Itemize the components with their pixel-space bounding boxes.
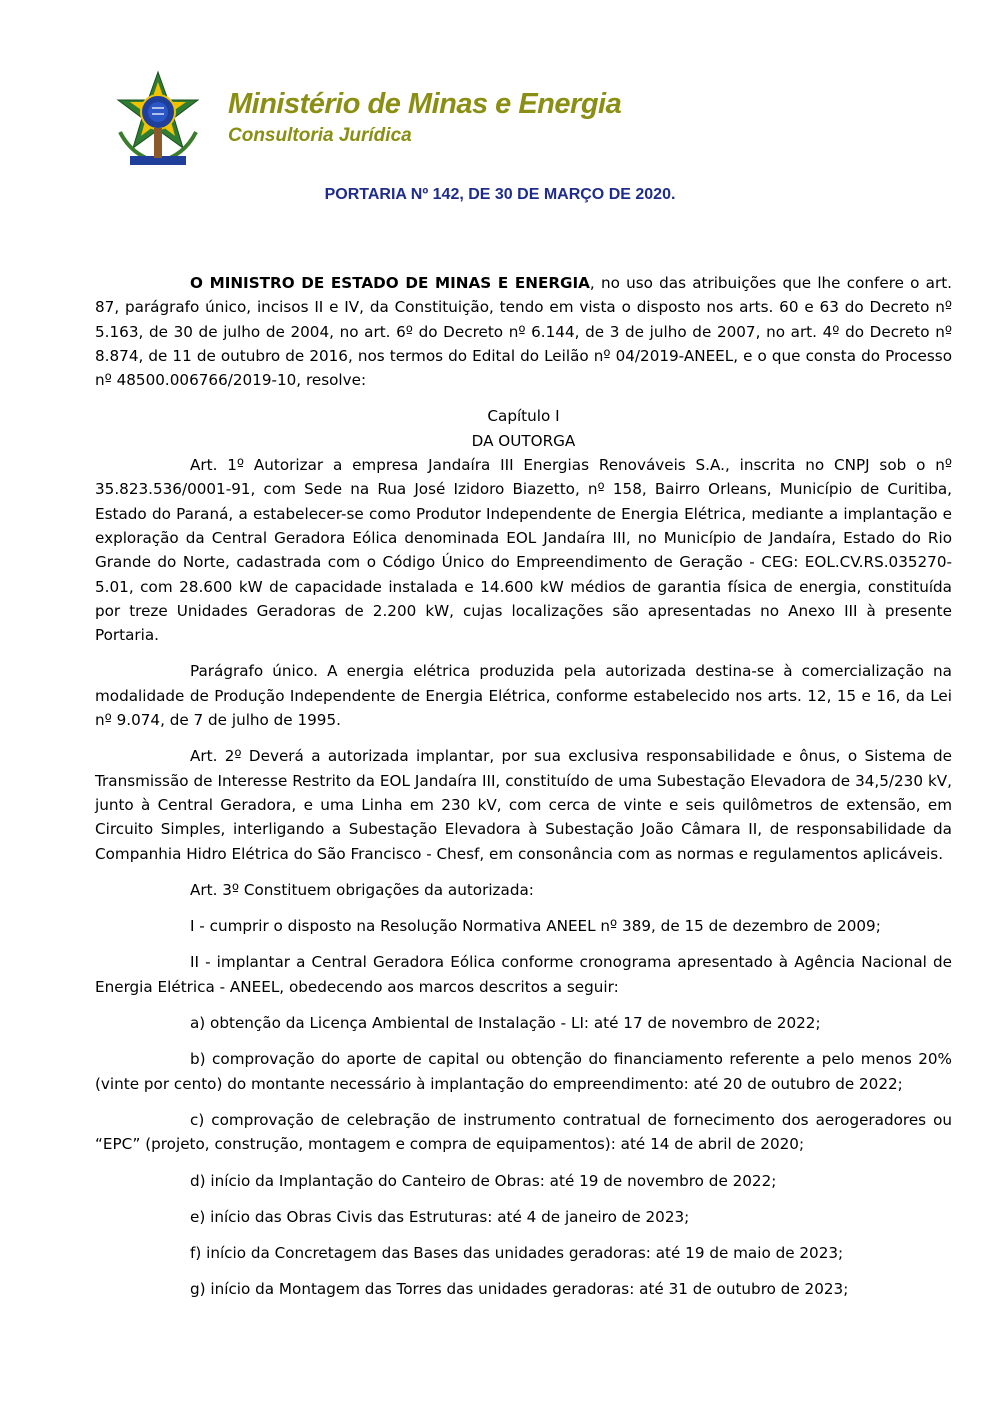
alinea-f: f) início da Concretagem das Bases das unidades geradoras: até 19 de maio de 2023; bbox=[190, 1244, 844, 1263]
alinea-d: d) início da Implantação do Canteiro de Obras: até 19 de novembro de 2022; bbox=[190, 1171, 777, 1190]
chapter-title: DA OUTORGA bbox=[471, 431, 576, 450]
ministry-name: Ministério de Minas e Energia bbox=[228, 88, 622, 120]
inciso-1: I - cumprir o disposto na Resolução Normativa ANEEL nº 389, de 15 de dezembro de 2009; bbox=[190, 917, 881, 936]
paragraph-unique: Parágrafo único. A energia elétrica produzida pela autorizada destina-se à comercialização na modalidade de Produção Independente de Energia Elétrica, conforme estabelecido nos arts. 12, 15 e 16, da Lei nº 9.074, de 7 de julho de 1995. bbox=[95, 662, 952, 730]
coat-of-arms-icon bbox=[112, 70, 204, 168]
alinea-g: g) início da Montagem das Torres das unidades geradoras: até 31 de outubro de 2023; bbox=[190, 1280, 849, 1299]
preamble bbox=[95, 271, 952, 392]
alinea-a: a) obtenção da Licença Ambiental de Instalação - LI: até 17 de novembro de 2022; bbox=[190, 1014, 821, 1033]
article-1: Art. 1º Autorizar a empresa Jandaíra III Energias Renováveis S.A., inscrita no CNPJ sob o nº 35.823.536/0001-91, com Sede na Rua José Izidoro Biazetto, nº 158, Bairro Orleans, Município de Curitiba, Estado do Paraná, a estabelecer-se como Produtor Independente de Energia Elétrica, mediante a implantação e exploração da Central Geradora Eólica denominada EOL Jandaíra III, no Município de Jandaíra, Estado do Rio Grande do Norte, cadastrada com o Código Único do Empreendimento de Geração - CEG: EOL.CV.RS.035270-5.01, com 28.600 kW de capacidade instalada e 14.600 kW médios de garantia física de energia, constituída por treze Unidades Geradoras de 2.200 kW, cujas localizações são apresentadas no Anexo III à presente Portaria. bbox=[95, 456, 952, 645]
alinea-b: b) comprovação do aporte de capital ou obtenção do financiamento referente a pelo menos 20% (vinte por cento) do montante necessário à implantação do empreendimento: até 20 de outubro de 2022; bbox=[95, 1050, 952, 1093]
office-name: Consultoria Jurídica bbox=[228, 125, 412, 146]
document-body bbox=[95, 271, 952, 1314]
inciso-2: II - implantar a Central Geradora Eólica conforme cronograma apresentado à Agência Nacional de Energia Elétrica - ANEEL, obedecendo aos marcos descritos a seguir: bbox=[95, 953, 952, 996]
article-3: Art. 3º Constituem obrigações da autorizada: bbox=[190, 880, 534, 899]
authority-name: O MINISTRO DE ESTADO DE MINAS E ENERGIA bbox=[190, 274, 590, 292]
alinea-e: e) início das Obras Civis das Estruturas: até 4 de janeiro de 2023; bbox=[190, 1207, 690, 1226]
document-header bbox=[112, 70, 652, 170]
document-title: PORTARIA Nº 142, DE 30 DE MARÇO DE 2020. bbox=[324, 186, 676, 203]
alinea-c: c) comprovação de celebração de instrumento contratual de fornecimento dos aerogeradores ou “EPC” (projeto, construção, montagem e compra de equipamentos): até 14 de abril de 2020; bbox=[95, 1110, 952, 1154]
article-2: Art. 2º Deverá a autorizada implantar, por sua exclusiva responsabilidade e ônus, o Sistema de Transmissão de Interesse Restrito da EOL Jandaíra III, constituído de uma Subestação Elevadora de 34,5/230 kV, junto à Central Geradora, e uma Linha em 230 kV, com cerca de vinte e seis quilômetros de extensão, em Circuito Simples, interligando a Subestação Elevadora à Subestação João Câmara II, de responsabilidade da Companhia Hidro Elétrica do São Francisco - Chesf, em consonância com as normas e regulamentos aplicáveis. bbox=[95, 747, 952, 863]
chapter-number: Capítulo I bbox=[487, 407, 560, 426]
preamble-text: , no uso das atribuições que lhe confere o art. 87, parágrafo único, incisos II e IV, da Constituição, tendo em vista o disposto nos arts. 60 e 63 do Decreto nº 5.163, de 30 de julho de 2004, no art. 6º do Decreto nº 6.144, de 3 de julho de 2007, no art. 4º do Decreto nº 8.874, de 11 de outubro de 2016, nos termos do Edital do Leilão nº 04/2019-ANEEL, e o que consta do Processo nº 48500.006766/2019-10, resolve: bbox=[95, 274, 952, 390]
